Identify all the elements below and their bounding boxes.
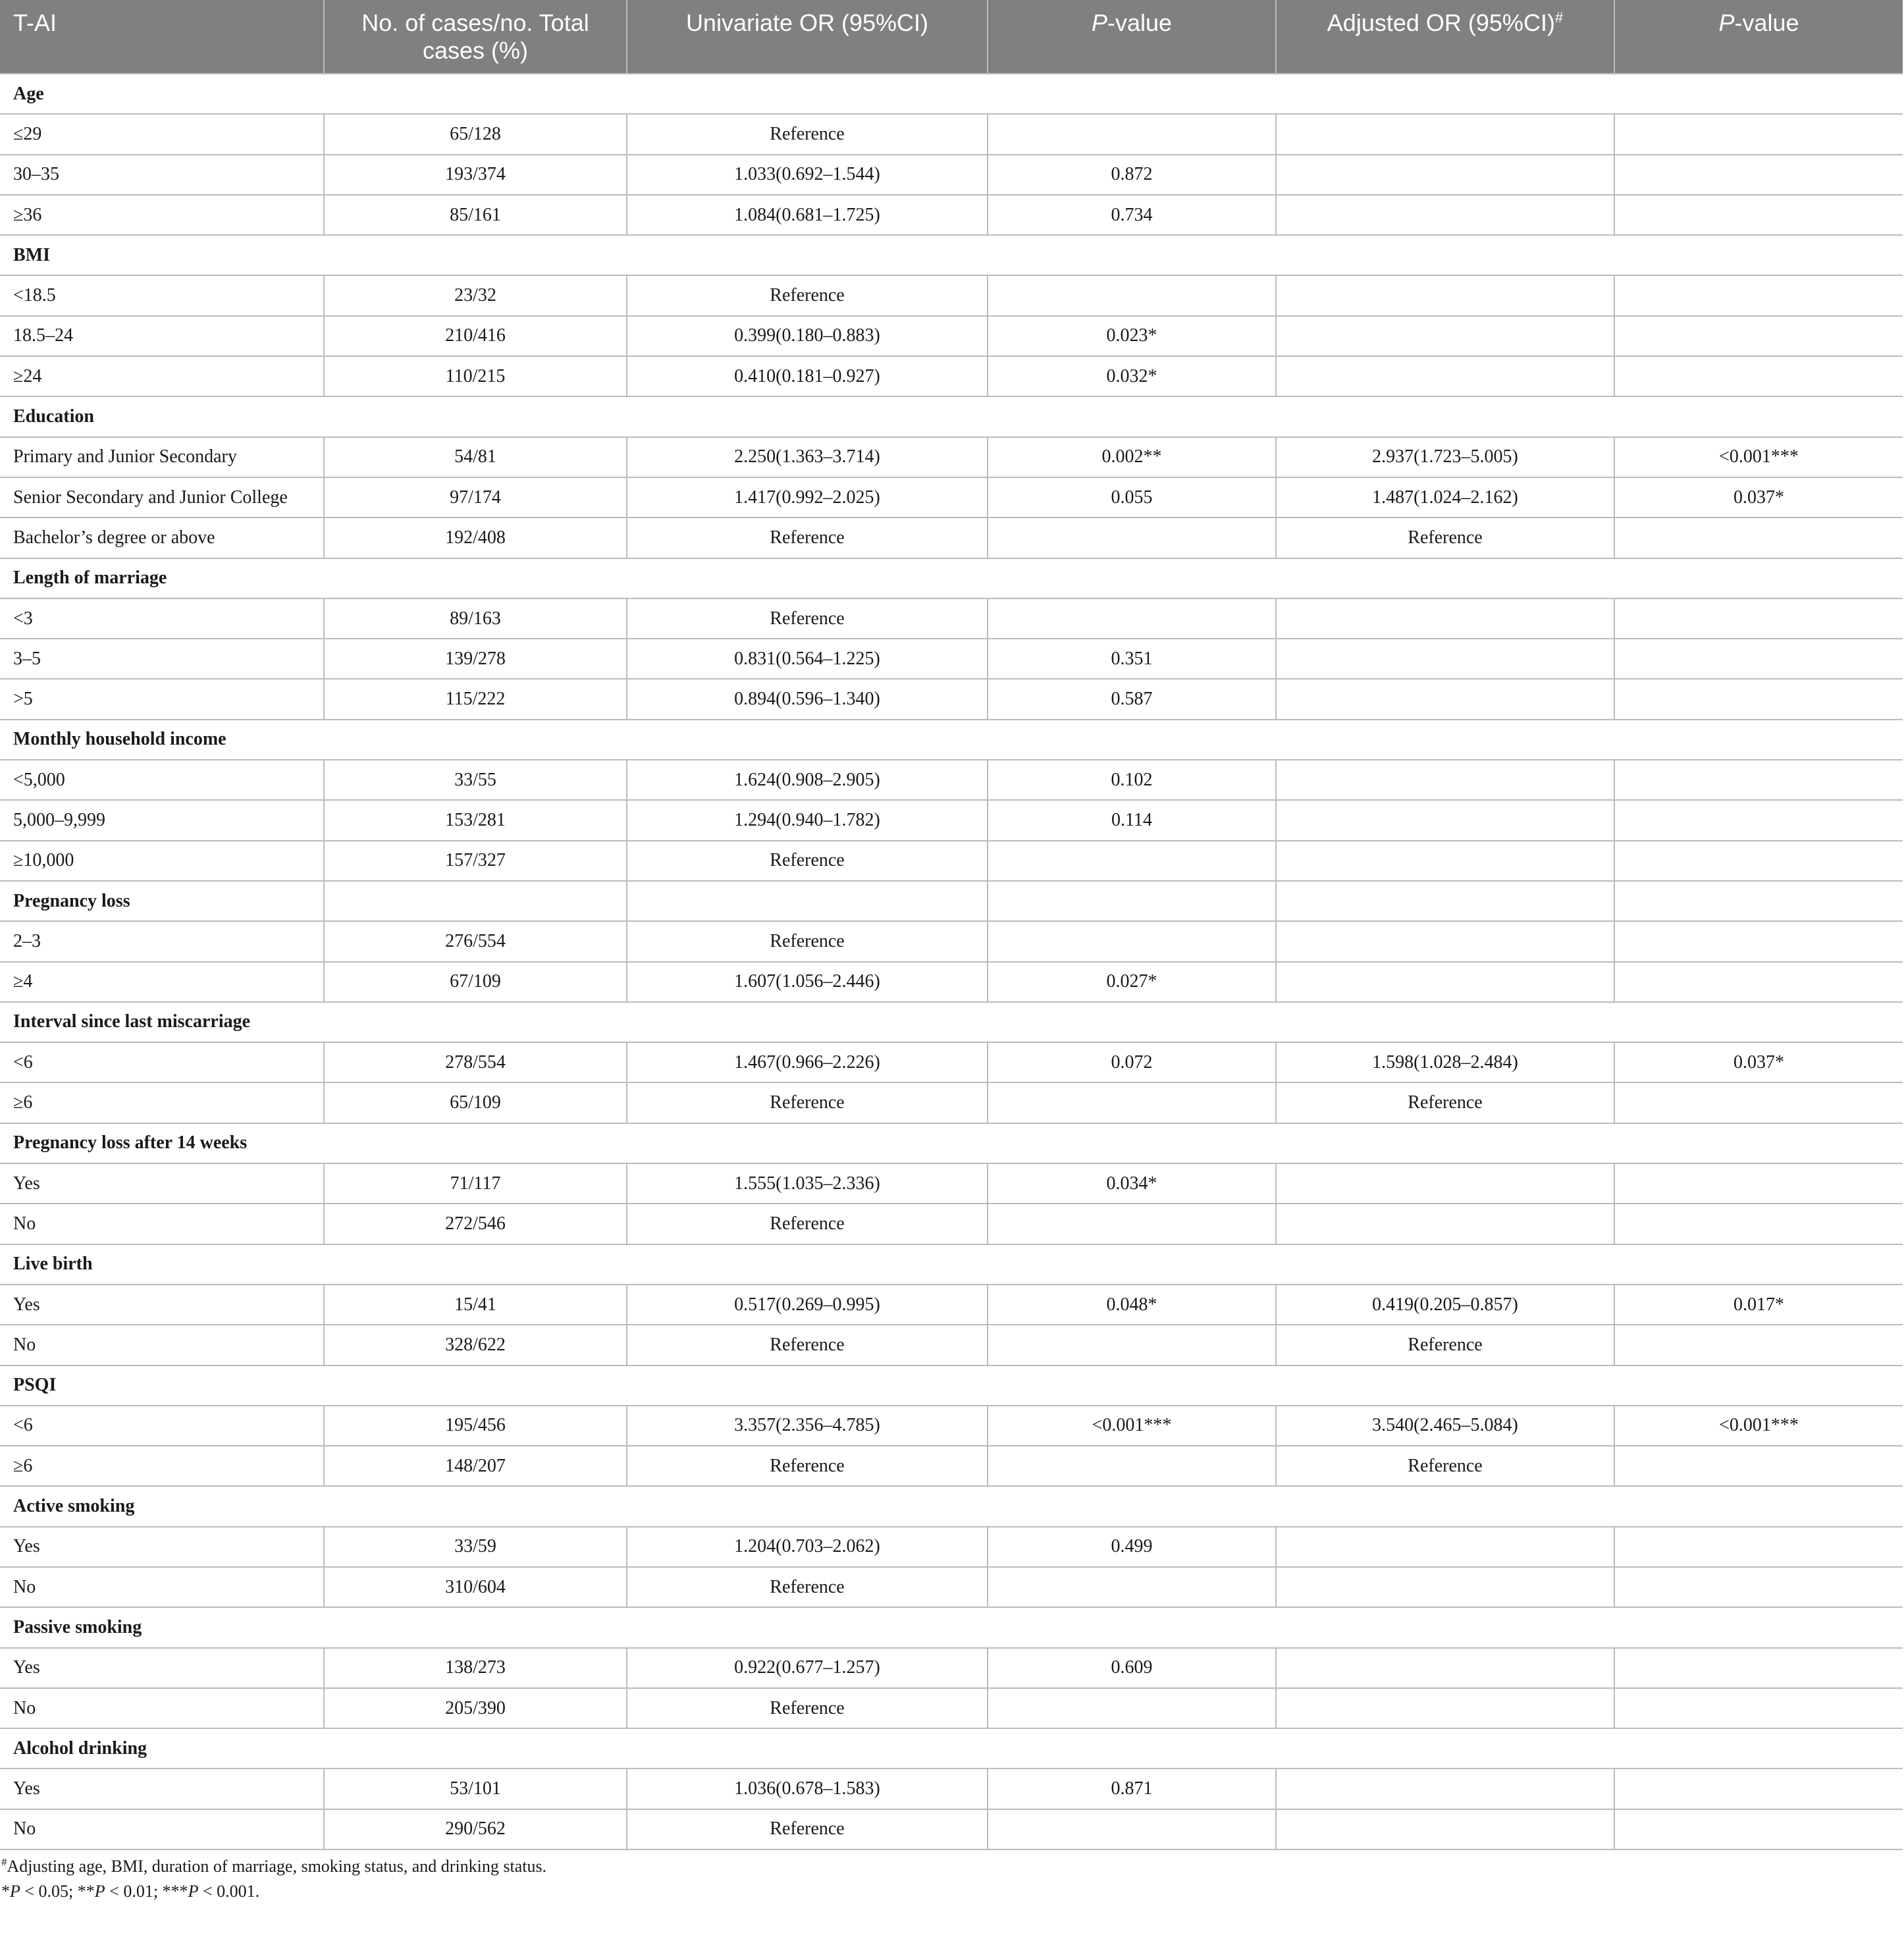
section-header-row — [0, 1123, 1903, 1163]
table-row — [0, 1688, 1903, 1728]
table-header-row — [0, 0, 1903, 74]
adjusted-or-cell: Reference — [1276, 1446, 1614, 1486]
footnote-sup: # — [1, 1855, 7, 1869]
footnote-text-segment: < 0.01; *** — [105, 1882, 188, 1901]
p-value-cell: 0.023* — [988, 316, 1276, 356]
row-label: 5,000–9,999 — [0, 800, 324, 840]
section-header-row — [0, 396, 1903, 437]
adjusted-or-cell: Reference — [1276, 1082, 1614, 1123]
header-p-value-2 — [1614, 0, 1903, 74]
row-label: ≥4 — [0, 962, 324, 1002]
adjusted-p-value-cell — [1614, 1204, 1903, 1244]
p-value-cell: 0.351 — [988, 639, 1276, 679]
univariate-or-cell: Reference — [627, 1809, 988, 1849]
adjusted-or-cell — [1276, 639, 1614, 679]
adjusted-or-cell — [1276, 962, 1614, 1002]
adjusted-or-cell — [1276, 195, 1614, 235]
adjusted-or-cell — [1276, 1567, 1614, 1607]
footnote-text-segment: * — [1, 1882, 10, 1901]
section-header-row — [0, 235, 1903, 275]
adjusted-p-value-cell — [1614, 962, 1903, 1002]
p-value-cell: 0.002** — [988, 437, 1276, 477]
univariate-or-cell: 2.250(1.363–3.714) — [627, 437, 988, 477]
table-row — [0, 921, 1903, 961]
adjusted-p-value-cell — [1614, 1325, 1903, 1365]
header-adjusted-or — [1276, 0, 1614, 74]
adjusted-p-value-cell — [1614, 841, 1903, 881]
adjusted-p-value-cell: 0.037* — [1614, 477, 1903, 517]
section-header-row — [0, 720, 1903, 760]
row-label: >5 — [0, 679, 324, 719]
table-row — [0, 275, 1903, 315]
section-header-row — [0, 1366, 1903, 1406]
adjusted-p-value-cell — [1614, 760, 1903, 800]
row-label: No — [0, 1688, 324, 1728]
adjusted-or-cell — [1276, 841, 1614, 881]
adjusted-or-cell — [1276, 921, 1614, 961]
row-label: Yes — [0, 1648, 324, 1688]
footnote-text-segment: < 0.05; ** — [20, 1882, 95, 1901]
table-row — [0, 1648, 1903, 1688]
cases-cell: 23/32 — [324, 275, 627, 315]
univariate-or-cell: Reference — [627, 114, 988, 154]
cases-cell: 33/59 — [324, 1527, 627, 1567]
univariate-or-cell: 1.417(0.992–2.025) — [627, 477, 988, 517]
row-label: No — [0, 1809, 324, 1849]
p-value-cell — [988, 1325, 1276, 1365]
section-header-row — [0, 1244, 1903, 1285]
p-value-cell — [988, 1567, 1276, 1607]
p-value-cell: 0.027* — [988, 962, 1276, 1002]
section-label: Length of marriage — [0, 558, 1903, 598]
adjusted-or-cell — [1276, 1768, 1614, 1809]
row-label: ≤29 — [0, 114, 324, 154]
univariate-or-cell: 0.894(0.596–1.340) — [627, 679, 988, 719]
adjusted-p-value-cell — [1614, 1082, 1903, 1123]
table-row — [0, 639, 1903, 679]
adjusted-or-cell — [1276, 1688, 1614, 1728]
header-adjusted-or-text: Adjusted OR (95%CI) — [1327, 9, 1555, 36]
row-label: 2–3 — [0, 921, 324, 961]
footnote-significance — [1, 1879, 1904, 1904]
row-label: Yes — [0, 1285, 324, 1325]
cases-cell: 290/562 — [324, 1809, 627, 1849]
adjusted-or-cell — [1276, 155, 1614, 195]
adjusted-p-value-cell — [1614, 1648, 1903, 1688]
row-label: ≥36 — [0, 195, 324, 235]
table-row — [0, 1768, 1903, 1809]
cases-cell: 85/161 — [324, 195, 627, 235]
adjusted-or-cell — [1276, 275, 1614, 315]
cases-cell: 157/327 — [324, 841, 627, 881]
table-row — [0, 356, 1903, 396]
section-label: Monthly household income — [0, 720, 1903, 760]
adjusted-or-cell — [1276, 800, 1614, 840]
univariate-or-cell: 0.831(0.564–1.225) — [627, 639, 988, 679]
table-row — [0, 1285, 1903, 1325]
section-header-row — [0, 1002, 1903, 1042]
footnote-text-segment: < 0.001. — [198, 1882, 260, 1901]
univariate-or-cell: Reference — [627, 1446, 988, 1486]
adjusted-p-value-cell — [1614, 114, 1903, 154]
section-header-row — [0, 1607, 1903, 1647]
row-label: Yes — [0, 1768, 324, 1809]
univariate-or-cell: Reference — [627, 1688, 988, 1728]
p-value-cell: 0.872 — [988, 155, 1276, 195]
section-header-row — [0, 74, 1903, 114]
univariate-or-cell: 1.467(0.966–2.226) — [627, 1042, 988, 1082]
p-value-cell: 0.072 — [988, 1042, 1276, 1082]
table-row — [0, 437, 1903, 477]
adjusted-p-value-cell — [1614, 639, 1903, 679]
univariate-or-cell: Reference — [627, 1325, 988, 1365]
adjusted-p-value-cell — [1614, 1163, 1903, 1204]
adjusted-or-cell — [1276, 1204, 1614, 1244]
header-p-value-1 — [988, 0, 1276, 74]
univariate-or-cell: Reference — [627, 1082, 988, 1123]
p-value-cell: 0.587 — [988, 679, 1276, 719]
row-label: <3 — [0, 598, 324, 639]
cases-cell: 71/117 — [324, 1163, 627, 1204]
adjusted-p-value-cell — [1614, 1809, 1903, 1849]
row-label: 3–5 — [0, 639, 324, 679]
cases-cell: 328/622 — [324, 1325, 627, 1365]
adjusted-p-value-cell — [1614, 1688, 1903, 1728]
univariate-or-cell: 1.033(0.692–1.544) — [627, 155, 988, 195]
cases-cell: 53/101 — [324, 1768, 627, 1809]
row-label: No — [0, 1567, 324, 1607]
section-label: Education — [0, 396, 1903, 437]
univariate-or-cell: 0.517(0.269–0.995) — [627, 1285, 988, 1325]
section-label: PSQI — [0, 1366, 1903, 1406]
adjusted-p-value-cell — [1614, 356, 1903, 396]
cases-cell: 193/374 — [324, 155, 627, 195]
row-label: ≥6 — [0, 1082, 324, 1123]
table-row — [0, 1204, 1903, 1244]
p-value-cell — [988, 1082, 1276, 1123]
cases-cell: 205/390 — [324, 1688, 627, 1728]
p-value-cell: 0.734 — [988, 195, 1276, 235]
row-label: 30–35 — [0, 155, 324, 195]
p-value-cell — [988, 598, 1276, 639]
section-label: Pregnancy loss — [0, 881, 324, 921]
table-row — [0, 760, 1903, 800]
adjusted-p-value-cell — [1614, 1527, 1903, 1567]
adjusted-p-value-cell — [1614, 316, 1903, 356]
table-row — [0, 114, 1903, 154]
table-row — [0, 195, 1903, 235]
table-row — [0, 1809, 1903, 1849]
adjusted-or-cell — [1276, 356, 1614, 396]
row-label: <18.5 — [0, 275, 324, 315]
empty-cell — [627, 881, 988, 921]
univariate-or-cell: Reference — [627, 598, 988, 639]
univariate-or-cell: 1.204(0.703–2.062) — [627, 1527, 988, 1567]
cases-cell: 153/281 — [324, 800, 627, 840]
adjusted-or-cell: 0.419(0.205–0.857) — [1276, 1285, 1614, 1325]
header-univariate-or-text: Univariate OR (95%CI) — [685, 9, 929, 36]
row-label: ≥6 — [0, 1446, 324, 1486]
p-value-cell: 0.499 — [988, 1527, 1276, 1567]
row-label: ≥24 — [0, 356, 324, 396]
p-value-cell — [988, 841, 1276, 881]
p-value-cell — [988, 517, 1276, 558]
cases-cell: 210/416 — [324, 316, 627, 356]
cases-cell: 192/408 — [324, 517, 627, 558]
cases-cell: 139/278 — [324, 639, 627, 679]
cases-cell: 15/41 — [324, 1285, 627, 1325]
p-value-cell: 0.114 — [988, 800, 1276, 840]
adjusted-or-cell — [1276, 316, 1614, 356]
p-value-cell: 0.048* — [988, 1285, 1276, 1325]
adjusted-or-cell — [1276, 1527, 1614, 1567]
cases-cell: 278/554 — [324, 1042, 627, 1082]
cases-cell: 89/163 — [324, 598, 627, 639]
table-row — [0, 1082, 1903, 1123]
p-value-cell — [988, 275, 1276, 315]
row-label: <6 — [0, 1042, 324, 1082]
adjusted-p-value-cell — [1614, 921, 1903, 961]
p-value-cell: 0.871 — [988, 1768, 1276, 1809]
adjusted-or-cell: Reference — [1276, 1325, 1614, 1365]
adjusted-p-value-cell — [1614, 155, 1903, 195]
p-value-cell: 0.102 — [988, 760, 1276, 800]
univariate-or-cell: Reference — [627, 921, 988, 961]
p-value-cell: 0.609 — [988, 1648, 1276, 1688]
univariate-or-cell: 1.555(1.035–2.336) — [627, 1163, 988, 1204]
section-label: Interval since last miscarriage — [0, 1002, 1903, 1042]
empty-cell — [1614, 881, 1903, 921]
adjusted-p-value-cell: 0.017* — [1614, 1285, 1903, 1325]
adjusted-p-value-cell — [1614, 195, 1903, 235]
p-value-cell — [988, 1204, 1276, 1244]
header-adjusted-or-sup: # — [1554, 9, 1564, 26]
adjusted-p-value-cell — [1614, 598, 1903, 639]
univariate-or-cell: Reference — [627, 275, 988, 315]
section-label: Age — [0, 74, 1903, 114]
header-cases — [324, 0, 627, 74]
header-t-ai-text: T-AI — [13, 9, 57, 36]
table-row — [0, 477, 1903, 517]
univariate-or-cell: 1.607(1.056–2.446) — [627, 962, 988, 1002]
adjusted-or-cell — [1276, 114, 1614, 154]
p-value-cell — [988, 1688, 1276, 1728]
header-t-ai — [0, 0, 324, 74]
cases-cell: 65/128 — [324, 114, 627, 154]
table-row — [0, 1042, 1903, 1082]
header-p2-italic: P — [1718, 9, 1735, 36]
adjusted-or-cell: Reference — [1276, 517, 1614, 558]
univariate-or-cell: Reference — [627, 841, 988, 881]
adjusted-p-value-cell — [1614, 679, 1903, 719]
adjusted-p-value-cell: <0.001*** — [1614, 1406, 1903, 1446]
section-label: Live birth — [0, 1244, 1903, 1285]
table-body — [0, 74, 1903, 1849]
footnote-p-italic: P — [188, 1882, 199, 1901]
table-row — [0, 1406, 1903, 1446]
p-value-cell — [988, 921, 1276, 961]
adjusted-p-value-cell — [1614, 1446, 1903, 1486]
footnote-p-italic: P — [94, 1882, 105, 1901]
header-p2-rest: -value — [1734, 9, 1799, 36]
univariate-or-cell: 1.624(0.908–2.905) — [627, 760, 988, 800]
univariate-or-cell: 0.399(0.180–0.883) — [627, 316, 988, 356]
section-header-row — [0, 1728, 1903, 1768]
cases-cell: 97/174 — [324, 477, 627, 517]
row-label: Yes — [0, 1163, 324, 1204]
row-label: Bachelor’s degree or above — [0, 517, 324, 558]
p-value-cell: 0.032* — [988, 356, 1276, 396]
adjusted-or-cell — [1276, 760, 1614, 800]
adjusted-or-cell: 1.598(1.028–2.484) — [1276, 1042, 1614, 1082]
cases-cell: 272/546 — [324, 1204, 627, 1244]
cases-cell: 276/554 — [324, 921, 627, 961]
empty-cell — [988, 881, 1276, 921]
row-label: ≥10,000 — [0, 841, 324, 881]
univariate-or-cell: 1.294(0.940–1.782) — [627, 800, 988, 840]
section-label: Alcohol drinking — [0, 1728, 1903, 1768]
p-value-cell: 0.034* — [988, 1163, 1276, 1204]
adjusted-p-value-cell — [1614, 275, 1903, 315]
row-label: 18.5–24 — [0, 316, 324, 356]
p-value-cell — [988, 1446, 1276, 1486]
adjusted-p-value-cell: <0.001*** — [1614, 437, 1903, 477]
univariate-or-cell: Reference — [627, 1204, 988, 1244]
section-label: Passive smoking — [0, 1607, 1903, 1647]
empty-cell — [324, 881, 627, 921]
table-row — [0, 598, 1903, 639]
cases-cell: 115/222 — [324, 679, 627, 719]
cases-cell: 54/81 — [324, 437, 627, 477]
footnote-adjustment — [1, 1854, 1904, 1879]
table-row — [0, 1446, 1903, 1486]
adjusted-p-value-cell — [1614, 1567, 1903, 1607]
univariate-or-cell: 3.357(2.356–4.785) — [627, 1406, 988, 1446]
row-label: <5,000 — [0, 760, 324, 800]
adjusted-or-cell — [1276, 679, 1614, 719]
section-label: Pregnancy loss after 14 weeks — [0, 1123, 1903, 1163]
section-header-row — [0, 558, 1903, 598]
table-footnotes — [0, 1854, 1904, 1904]
table-row — [0, 679, 1903, 719]
empty-cell — [1276, 881, 1614, 921]
adjusted-or-cell: 3.540(2.465–5.084) — [1276, 1406, 1614, 1446]
row-label: Senior Secondary and Junior College — [0, 477, 324, 517]
table-row — [0, 155, 1903, 195]
table-row — [0, 841, 1903, 881]
row-label: Yes — [0, 1527, 324, 1567]
adjusted-or-cell — [1276, 1163, 1614, 1204]
header-p-italic: P — [1091, 9, 1107, 36]
adjusted-or-cell: 1.487(1.024–2.162) — [1276, 477, 1614, 517]
section-header-row — [0, 881, 1903, 921]
univariate-or-cell: 0.410(0.181–0.927) — [627, 356, 988, 396]
table-row — [0, 1567, 1903, 1607]
row-label: Primary and Junior Secondary — [0, 437, 324, 477]
table-row — [0, 800, 1903, 840]
adjusted-or-cell — [1276, 1648, 1614, 1688]
header-univariate-or — [627, 0, 988, 74]
cases-cell: 195/456 — [324, 1406, 627, 1446]
adjusted-or-cell: 2.937(1.723–5.005) — [1276, 437, 1614, 477]
cases-cell: 33/55 — [324, 760, 627, 800]
section-header-row — [0, 1486, 1903, 1526]
header-cases-text: No. of cases/no. Total cases (%) — [361, 9, 589, 64]
cases-cell: 110/215 — [324, 356, 627, 396]
section-label: Active smoking — [0, 1486, 1903, 1526]
univariate-or-cell: Reference — [627, 517, 988, 558]
adjusted-or-cell — [1276, 598, 1614, 639]
adjusted-or-cell — [1276, 1809, 1614, 1849]
row-label: No — [0, 1325, 324, 1365]
adjusted-p-value-cell — [1614, 800, 1903, 840]
p-value-cell: <0.001*** — [988, 1406, 1276, 1446]
univariate-or-cell: 0.922(0.677–1.257) — [627, 1648, 988, 1688]
footnote-p-italic: P — [10, 1882, 20, 1901]
adjusted-p-value-cell — [1614, 517, 1903, 558]
cases-cell: 65/109 — [324, 1082, 627, 1123]
header-p-rest: -value — [1107, 9, 1173, 36]
footnote-adjustment-text: Adjusting age, BMI, duration of marriage, smoking status, and drinking status. — [7, 1857, 547, 1876]
section-label: BMI — [0, 235, 1903, 275]
p-value-cell: 0.055 — [988, 477, 1276, 517]
table-row — [0, 517, 1903, 558]
row-label: No — [0, 1204, 324, 1244]
cases-cell: 310/604 — [324, 1567, 627, 1607]
adjusted-p-value-cell: 0.037* — [1614, 1042, 1903, 1082]
table-row — [0, 1527, 1903, 1567]
table-row — [0, 962, 1903, 1002]
row-label: <6 — [0, 1406, 324, 1446]
table-row — [0, 1325, 1903, 1365]
univariate-or-cell: 1.036(0.678–1.583) — [627, 1768, 988, 1809]
univariate-or-cell: Reference — [627, 1567, 988, 1607]
p-value-cell — [988, 1809, 1276, 1849]
table-row — [0, 1163, 1903, 1204]
cases-cell: 67/109 — [324, 962, 627, 1002]
table-row — [0, 316, 1903, 356]
cases-cell: 148/207 — [324, 1446, 627, 1486]
univariate-or-cell: 1.084(0.681–1.725) — [627, 195, 988, 235]
cases-cell: 138/273 — [324, 1648, 627, 1688]
p-value-cell — [988, 114, 1276, 154]
adjusted-p-value-cell — [1614, 1768, 1903, 1809]
